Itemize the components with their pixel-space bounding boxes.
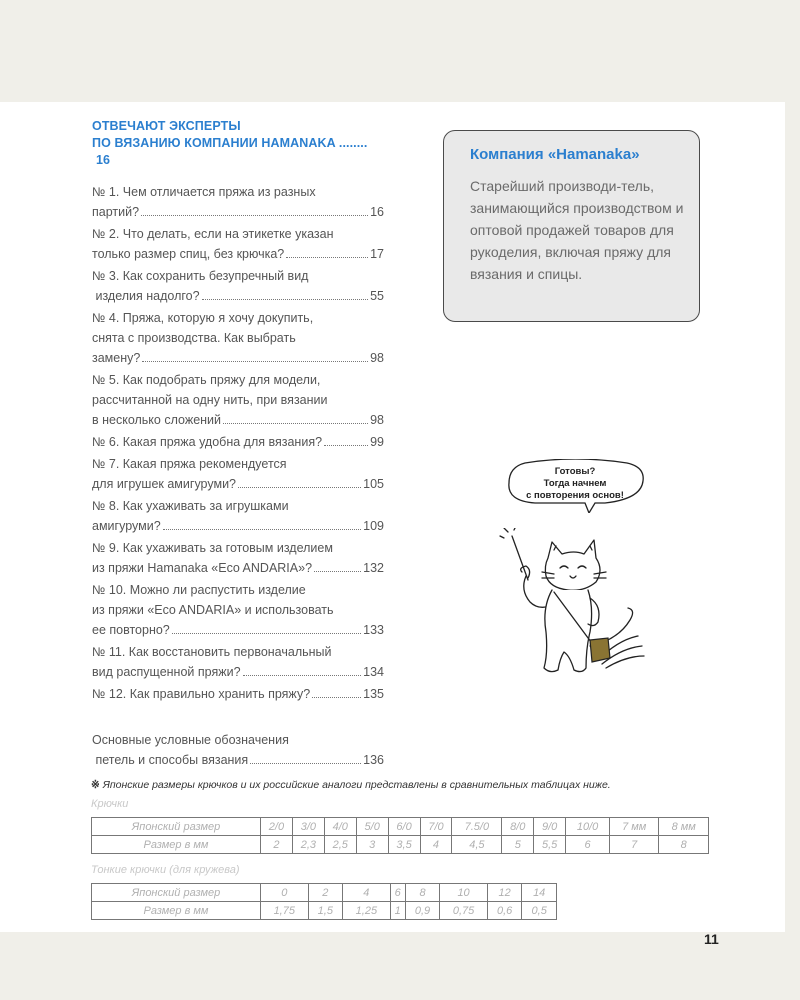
- table-cell: 6: [390, 884, 405, 902]
- table-cell: 2,5: [324, 836, 356, 854]
- toc-title-text: ПО ВЯЗАНИЮ КОМПАНИИ HAMANAKA: [92, 136, 336, 150]
- toc-leader-dots: [172, 633, 361, 634]
- toc-entry-text: ее повторно?: [92, 623, 170, 637]
- table-cell: 8/0: [502, 818, 534, 836]
- toc-leader-dots: [238, 487, 361, 488]
- table-cell: 3: [356, 836, 388, 854]
- toc-entry-line: [92, 684, 384, 704]
- table-cell: 9/0: [534, 818, 566, 836]
- toc-entry-page: 133: [363, 623, 384, 637]
- toc-entry-text: петель и способы вязания: [92, 753, 249, 767]
- table-cell: 2: [308, 884, 343, 902]
- note-text: Японские размеры крючков и их российские аналоги представлены в сравнительных таблицах ниже.: [99, 779, 611, 791]
- toc-entry: [92, 580, 384, 640]
- toc-leader-dots: [250, 763, 361, 764]
- toc-entry-line: [92, 662, 384, 682]
- toc-entry-text: № 6. Какая пряжа удобна для вязания?: [92, 435, 323, 449]
- toc-entry-text: снята с производства. Как выбрать: [92, 331, 296, 345]
- callout-body: Старейший производи-тель, занимающийся производством и оптовой продажей товаров для рукоделия, включая пряжу для вязания и спицы.: [470, 178, 684, 282]
- toc-entry-text: № 1. Чем отличается пряжа из разных: [92, 185, 316, 199]
- toc-leader-dots: [324, 445, 368, 446]
- page-number: 11: [704, 931, 719, 947]
- toc-entry-text: № 7. Какая пряжа рекомендуется: [92, 457, 287, 471]
- toc-entry-page: 134: [363, 665, 384, 679]
- toc-entry-line: [92, 244, 384, 264]
- toc-entry-text: из пряжи Hamanaka «Eco ANDARIA»?: [92, 561, 313, 575]
- table-cell: 5,5: [534, 836, 566, 854]
- toc-entry-line: [92, 600, 384, 620]
- table-row: [92, 836, 709, 854]
- table-cell: 4,5: [452, 836, 502, 854]
- table-cell: 8: [405, 884, 440, 902]
- cat-illustration-icon: [498, 528, 648, 688]
- callout-title: Компания «Hamanaka»: [470, 146, 640, 163]
- toc-leader-dots: [286, 257, 368, 258]
- toc-leader-dots: [163, 529, 361, 530]
- toc-list: [92, 182, 384, 772]
- table-cell: 4/0: [324, 818, 356, 836]
- toc-entry-page: 132: [363, 561, 384, 575]
- table-cell: 2/0: [261, 818, 293, 836]
- bubble-line3: с повторения основ!: [526, 490, 624, 501]
- toc-entry-line: [92, 390, 384, 410]
- toc-entry-line: [92, 410, 384, 430]
- table-row: [92, 818, 709, 836]
- bubble-line1: Готовы?: [554, 466, 596, 477]
- toc-entry: [92, 182, 384, 222]
- table-cell: 7/0: [420, 818, 452, 836]
- toc-entry-page: 136: [363, 753, 384, 767]
- toc-entry: [92, 308, 384, 368]
- toc-entry-text: № 11. Как восстановить первоначальный: [92, 645, 332, 659]
- table-cell: 7 мм: [610, 818, 659, 836]
- table1-row2-label: Размер в мм: [92, 836, 261, 854]
- table-cell: 10/0: [566, 818, 610, 836]
- toc-entry-page: 99: [370, 435, 384, 449]
- toc-entry-page: 17: [370, 247, 384, 261]
- table-cell: 14: [522, 884, 557, 902]
- table2-row1-label: Японский размер: [92, 884, 261, 902]
- table-cell: 7: [610, 836, 659, 854]
- toc-entry: [92, 496, 384, 536]
- toc-title-line1: ОТВЕЧАЮТ ЭКСПЕРТЫ: [92, 119, 241, 133]
- toc-entry-text: партий?: [92, 205, 140, 219]
- toc-leader-dots: [202, 299, 369, 300]
- toc-entry-line: [92, 474, 384, 494]
- toc-title-line2: [92, 135, 387, 169]
- toc-entry-line: [92, 454, 384, 474]
- toc-entry: [92, 730, 384, 770]
- table-cell: 0,75: [440, 902, 488, 920]
- table-cell: 8 мм: [659, 818, 709, 836]
- toc-entry-text: из пряжи «Eco ANDARIA» и использовать: [92, 603, 334, 617]
- toc-entry-page: 135: [363, 687, 384, 701]
- table-cell: 4: [420, 836, 452, 854]
- toc-entry-text: Основные условные обозначения: [92, 733, 289, 747]
- table-cell: 5/0: [356, 818, 388, 836]
- toc-leader-dots: [223, 423, 368, 424]
- toc-entry-text: № 3. Как сохранить безупречный вид: [92, 269, 309, 283]
- toc-entry-page: 98: [370, 351, 384, 365]
- toc-entry-line: [92, 328, 384, 348]
- table-cell: 5: [502, 836, 534, 854]
- toc-entry: [92, 538, 384, 578]
- toc-entry-page: 16: [370, 205, 384, 219]
- toc-entry: [92, 454, 384, 494]
- table-cell: 12: [487, 884, 522, 902]
- toc-entry-text: вид распущенной пряжи?: [92, 665, 241, 679]
- toc-entry-line: [92, 202, 384, 222]
- table-cell: 8: [659, 836, 709, 854]
- toc-entry-line: [92, 580, 384, 600]
- toc-leader-dots: [314, 571, 361, 572]
- toc-entry-line: [92, 558, 384, 578]
- toc-entry-line: [92, 266, 384, 286]
- toc-entry-page: 105: [363, 477, 384, 491]
- table1-row1-label: Японский размер: [92, 818, 261, 836]
- toc-leader-dots: [312, 697, 361, 698]
- bubble-line2: Тогда начнем: [543, 478, 607, 489]
- table-cell: 2: [261, 836, 293, 854]
- toc-entry-line: [92, 496, 384, 516]
- toc-entry-text: амигуруми?: [92, 519, 161, 533]
- toc-entry-text: № 4. Пряжа, которую я хочу докупить,: [92, 311, 314, 325]
- toc-entry-text: № 9. Как ухаживать за готовым изделием: [92, 541, 333, 555]
- toc-entry-line: [92, 308, 384, 328]
- toc-leader-dots: [141, 215, 368, 216]
- table-cell: 6/0: [388, 818, 420, 836]
- company-callout: [443, 130, 700, 322]
- bubble-text: [505, 466, 645, 502]
- toc-entry-line: [92, 182, 384, 202]
- toc-entry-page: 55: [370, 289, 384, 303]
- hook-size-table: [91, 817, 709, 854]
- toc-entry-page: 98: [370, 413, 384, 427]
- toc-entry: [92, 224, 384, 264]
- table-cell: 4: [343, 884, 391, 902]
- toc-entry-text: замену?: [92, 351, 141, 365]
- table-cell: 2,3: [292, 836, 324, 854]
- note-mark: ※: [91, 779, 100, 791]
- table-cell: 6: [566, 836, 610, 854]
- toc-entry-line: [92, 224, 384, 244]
- toc-entry-text: только размер спиц, без крючка?: [92, 247, 285, 261]
- table-cell: 1: [390, 902, 405, 920]
- toc-header: [92, 118, 387, 169]
- toc-entry: [92, 684, 384, 704]
- table-cell: 3,5: [388, 836, 420, 854]
- toc-entry-line: [92, 370, 384, 390]
- toc-entry: [92, 266, 384, 306]
- toc-title-page: 16: [96, 153, 111, 167]
- thin-hook-size-table: [91, 883, 557, 920]
- toc-leader-dots: [243, 675, 362, 676]
- table-cell: 3/0: [292, 818, 324, 836]
- toc-entry-line: [92, 620, 384, 640]
- table-cell: 1,75: [261, 902, 309, 920]
- hook-size-note: [91, 779, 611, 791]
- toc-entry-page: 109: [363, 519, 384, 533]
- toc-entry-line: [92, 750, 384, 770]
- toc-entry-text: № 5. Как подобрать пряжу для модели,: [92, 373, 321, 387]
- toc-entry-line: [92, 516, 384, 536]
- toc-entry: [92, 642, 384, 682]
- table-cell: 0: [261, 884, 309, 902]
- table-cell: 0,5: [522, 902, 557, 920]
- toc-entry-line: [92, 538, 384, 558]
- table-cell: 0,6: [487, 902, 522, 920]
- table-row: [92, 884, 557, 902]
- toc-entry-text: в несколько сложений: [92, 413, 222, 427]
- toc-entry-text: № 2. Что делать, если на этикетке указан: [92, 227, 334, 241]
- table-cell: 7.5/0: [452, 818, 502, 836]
- table-cell: 1,25: [343, 902, 391, 920]
- toc-title-dots: ........: [338, 136, 368, 150]
- table2-caption: Тонкие крючки (для кружева): [91, 864, 240, 876]
- table-cell: 0,9: [405, 902, 440, 920]
- toc-entry-line: [92, 348, 384, 368]
- toc-entry-text: изделия надолго?: [92, 289, 200, 303]
- toc-entry: [92, 370, 384, 430]
- toc-entry-text: № 12. Как правильно хранить пряжу?: [92, 687, 311, 701]
- toc-entry-line: [92, 432, 384, 452]
- toc-entry-line: [92, 642, 384, 662]
- toc-entry: [92, 432, 384, 452]
- toc-entry-text: № 10. Можно ли распустить изделие: [92, 583, 306, 597]
- toc-entry-text: № 8. Как ухаживать за игрушками: [92, 499, 289, 513]
- table2-row2-label: Размер в мм: [92, 902, 261, 920]
- table-row: [92, 902, 557, 920]
- toc-entry-text: рассчитанной на одну нить, при вязании: [92, 393, 328, 407]
- toc-entry-line: [92, 730, 384, 750]
- toc-entry-text: для игрушек амигуруми?: [92, 477, 237, 491]
- table-cell: 10: [440, 884, 488, 902]
- table1-caption: Крючки: [91, 798, 129, 810]
- toc-leader-dots: [142, 361, 368, 362]
- table-cell: 1,5: [308, 902, 343, 920]
- toc-entry-line: [92, 286, 384, 306]
